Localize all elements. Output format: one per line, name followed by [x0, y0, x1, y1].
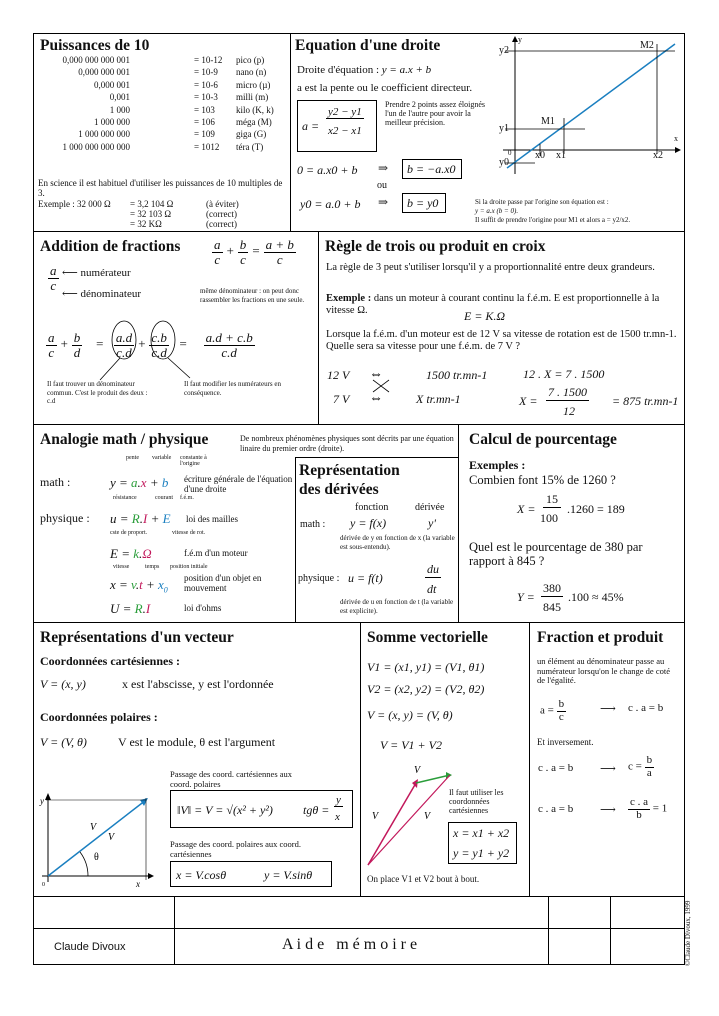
- result-1: b = −a.x0: [407, 162, 456, 176]
- question-2: Quel est le pourcentage de 380 par rapport à 845 ?: [469, 540, 643, 568]
- fraction-numerator: 380: [543, 581, 561, 595]
- polar-equation: V = (V, θ): [40, 735, 87, 749]
- origin-note: y = a.x (b = 0).: [475, 207, 519, 215]
- vector-sum-diagram: [362, 755, 452, 870]
- motor-description: f.é.m d'un moteur: [184, 548, 248, 558]
- section-title: Fraction et produit: [537, 629, 664, 646]
- result-box: [402, 193, 446, 213]
- divider: [295, 457, 296, 622]
- powers-row: [36, 66, 290, 78]
- math-equation: y = a.x + b: [110, 475, 169, 490]
- vector-sum-note: Il faut utiliser les coordonnées cartésiennes: [449, 788, 504, 815]
- or-text: ou: [377, 180, 387, 191]
- polar-title: Coordonnées polaires :: [40, 710, 158, 724]
- example-text: dans un moteur à courant continu la f.é.m. E est proportionnelle à la vitesse Ω.: [326, 293, 660, 316]
- svg-text:θ: θ: [94, 852, 99, 863]
- powers-row: [36, 141, 290, 153]
- result-2: .100 ≈ 45%: [568, 590, 624, 604]
- powers-row: [36, 116, 290, 128]
- powers-prefix: micro (µ): [236, 79, 271, 90]
- vector-sum: V = (x, y) = (V, θ): [367, 708, 453, 722]
- label-pente: pente: [126, 455, 139, 461]
- result-1: .1260 = 189: [567, 502, 625, 516]
- powers-exponent: = 10-6: [194, 79, 218, 90]
- line-graph: [495, 34, 685, 184]
- powers-prefix: téra (T): [236, 141, 264, 152]
- mesh-description: loi des mailles: [186, 514, 238, 524]
- powers-exponent: = 109: [194, 129, 215, 140]
- svg-text:⇔: ⇔: [369, 367, 383, 382]
- math-description: écriture générale de l'équation d'une droite: [184, 474, 293, 494]
- example-value: = 3,2 104 Ω: [130, 199, 174, 209]
- example-tag: (correct): [206, 219, 237, 229]
- inverse-note: Et inversement.: [537, 737, 594, 747]
- motion-equation: $x = v.t + x_0$: [110, 577, 168, 595]
- svg-text:V: V: [424, 811, 431, 822]
- section-title: Puissances de 10: [40, 37, 150, 54]
- fraction-expansion: $\frac{a}{c}$ + $\frac{b}{d}$ = $\frac{a.d}{c.d}$ + $\frac{c.b}{c.d}$ = $\frac{a.d + c.b}{c.d}$: [48, 330, 253, 360]
- physics-label: physique :: [298, 573, 340, 584]
- motion-description: position d'un objet en mouvement: [184, 573, 262, 593]
- cart-to-polar-box: ‖V‖ = V = √(x² + y²) tgθ = y x: [170, 790, 353, 828]
- divider: [360, 622, 361, 896]
- column-function: fonction: [355, 502, 389, 513]
- divider: [33, 622, 685, 623]
- powers-exponent: = 10-9: [194, 67, 218, 78]
- powers-row: [36, 104, 290, 116]
- slope-note: a est la pente ou le coefficient directeur.: [297, 82, 473, 94]
- slope-denominator: x2 − x1: [328, 125, 362, 137]
- mesh-equation: u = R.I + E: [110, 511, 171, 526]
- fraction-numerator: 15: [543, 492, 561, 508]
- physics-note: dérivée de u en fonction de t (la variable est explicite).: [340, 598, 454, 615]
- examples-label: Exemples :: [469, 458, 526, 472]
- tick-x0: x0: [535, 150, 545, 161]
- section-title: Addition de fractions: [40, 238, 181, 255]
- svg-text:V: V: [372, 811, 379, 822]
- y-sum: y = y1 + y2: [453, 846, 510, 860]
- cartesian-equation: V = (x, y): [40, 677, 86, 691]
- tick-x2: x2: [653, 150, 663, 161]
- motor-equation: E = k.Ω: [110, 546, 152, 561]
- powers-decimal: 1 000: [109, 104, 130, 115]
- powers-prefix: giga (G): [236, 129, 267, 140]
- powers-decimal: 0,000 000 001: [78, 67, 130, 78]
- label-resistance: résistance: [113, 495, 137, 501]
- vector-diagram: [36, 790, 156, 890]
- divider: [295, 457, 458, 458]
- math-note: dérivée de y en fonction de x (la variable est sous-entendu).: [340, 534, 455, 551]
- label-time: temps: [145, 564, 160, 570]
- powers-decimal: 0,000 000 000 001: [62, 55, 130, 65]
- powers-prefix: pico (p): [236, 55, 265, 65]
- divider: [458, 424, 459, 622]
- label-proportional: cste de proport.: [110, 530, 148, 536]
- svg-text:y: y: [40, 796, 44, 806]
- powers-prefix: milli (m): [236, 92, 269, 103]
- line-equation: y = a.x + b: [381, 64, 432, 76]
- svg-text:0: 0: [42, 882, 45, 888]
- example-label: Exemple :: [326, 293, 372, 304]
- divider: [318, 231, 319, 424]
- modify-numerator-note: Il faut modifier les numérateurs en conséquence.: [184, 380, 281, 397]
- divider: [33, 424, 685, 425]
- powers-table: [36, 54, 290, 153]
- powers-prefix: kilo (K, k): [236, 104, 274, 115]
- result-2: b = y0: [407, 196, 439, 210]
- fraction-formula: $\frac{a}{c}$ + $\frac{b}{c}$ = $\frac{a + b}{c}$: [214, 237, 294, 267]
- x-sum: x = x1 + x2: [453, 826, 510, 840]
- math-label: math :: [300, 519, 326, 530]
- vector-2: V2 = (x2, y2) = (V2, θ2): [367, 682, 485, 696]
- author-name: Claude Divoux: [54, 941, 126, 953]
- label-fem: f.é.m.: [180, 495, 194, 501]
- y-formula: y = V.sinθ: [264, 868, 313, 882]
- tick-y0: y0: [499, 157, 509, 168]
- powers-prefix: méga (M): [236, 116, 272, 127]
- cartesian-description: x est l'abscisse, y est l'ordonnée: [122, 677, 274, 691]
- result-box: [402, 159, 462, 179]
- x-formula: x = V.cosθ: [176, 868, 227, 882]
- powers-exponent: = 103: [194, 104, 215, 115]
- powers-exponent: = 1012: [194, 141, 220, 152]
- fraction-example-3: $\frac{c . a}{b}$ = 1: [630, 796, 668, 821]
- svg-text:V: V: [108, 832, 115, 843]
- powers-prefix: nano (n): [236, 67, 267, 78]
- ratio-left-2: 7 V: [333, 392, 350, 406]
- divider: [548, 896, 549, 965]
- point-m2: M2: [640, 40, 654, 51]
- ohm-description: loi d'ohms: [184, 603, 222, 613]
- sheet-title: A i d e m é m o i r e: [282, 936, 418, 953]
- divider: [529, 622, 530, 896]
- divider: [33, 896, 685, 897]
- analogy-intro: De nombreux phénomènes physiques sont décrits par une équation linaire du premier ordre (droite).: [240, 434, 454, 453]
- section-title: Equation d'une droite: [295, 37, 441, 54]
- ratio-right-2: X tr.mn-1: [416, 392, 461, 406]
- example-value: = 32 KΩ: [130, 219, 162, 229]
- polar-to-cart-box: [170, 861, 332, 887]
- vector-1: V1 = (x1, y1) = (V1, θ1): [367, 660, 485, 674]
- equation-1: 0 = a.x0 + b: [297, 163, 358, 177]
- eq-label: Droite d'équation :: [297, 64, 380, 76]
- cross-product-arrows: [365, 366, 425, 408]
- powers-decimal: 1 000 000 000 000: [62, 141, 130, 152]
- cross-product: 12 . X = 7 . 1500: [523, 367, 605, 381]
- physics-label: physique :: [40, 511, 90, 525]
- column-derivative: dérivée: [415, 502, 445, 513]
- powers-decimal: 1 000 000: [94, 116, 130, 127]
- fraction-product-intro: un élément au dénominateur passe au numérateur lorsqu'on le change de coté de l'égalité.: [537, 656, 670, 685]
- x-result: = 875 tr.mn-1: [612, 394, 679, 408]
- tick-y1: y1: [499, 123, 509, 134]
- equation-2: y0 = a.0 + b: [300, 197, 361, 211]
- svg-text:x: x: [136, 879, 140, 889]
- divider: [33, 928, 685, 929]
- example-label: Exemple : 32 000 Ω: [38, 199, 111, 209]
- copyright: ©Claude Divoux, 1999: [684, 900, 692, 966]
- section-title: Calcul de pourcentage: [469, 431, 617, 448]
- powers-row: [36, 54, 290, 66]
- svg-text:V: V: [90, 822, 97, 833]
- physics-function: u = f(t): [348, 571, 383, 585]
- ohm-equation: U = R.I: [110, 601, 151, 616]
- label-current: courant: [155, 495, 173, 501]
- slope-formula-box: a = y2 − y1 x2 − x1: [297, 100, 377, 152]
- x-denominator: 12: [563, 404, 575, 418]
- question-1: Combien font 15% de 1260 ?: [469, 473, 616, 487]
- slope-numerator: y2 − y1: [328, 106, 362, 118]
- ratio-right-1: 1500 tr.mn-1: [426, 368, 488, 382]
- label-rotation-speed: vitesse de rot.: [172, 530, 206, 536]
- derivative-denominator: dt: [427, 582, 437, 596]
- point-m1: M1: [541, 116, 555, 127]
- origin-note: Il suffit de prendre l'origine pour M1 et alors a = y2/x2.: [475, 216, 631, 224]
- cartesian-title: Coordonnées cartésiennes :: [40, 654, 180, 668]
- powers-exponent: = 10-12: [194, 55, 223, 65]
- label-initial-position: position initiale: [170, 564, 208, 570]
- divider: [33, 231, 685, 232]
- rule-question: Lorsque la f.é.m. d'un moteur est de 12 V sa vitesse de rotation est de 1500 tr.mn-1. Quelle sera sa vitesse pour une f.é.m. de 7 V ?: [326, 329, 677, 352]
- divider: [174, 896, 175, 965]
- denominator-label: dénominateur: [80, 288, 142, 300]
- fraction-denominator: 100: [540, 511, 558, 525]
- cart-to-polar-title: Passage des coord. cartésiennes aux coord. polaires: [170, 769, 293, 789]
- label-speed: vitesse: [113, 564, 130, 570]
- fraction-denominator: 845: [543, 600, 561, 614]
- example-tag: (à éviter): [206, 199, 239, 209]
- numerator-label: numérateur: [80, 267, 131, 279]
- same-denominator-note: même dénominateur : on peut donc rassembler les fractions en une seule.: [200, 287, 305, 304]
- components-box: [448, 822, 517, 864]
- powers-row: [36, 91, 290, 103]
- math-function: y = f(x): [350, 516, 387, 530]
- section-title: Représentations d'un vecteur: [40, 629, 234, 646]
- svg-text:V: V: [414, 765, 421, 776]
- polar-description: V est le module, θ est l'argument: [118, 735, 276, 749]
- label-constante: constante à l'origine: [180, 455, 207, 467]
- rule-intro: La règle de 3 peut s'utiliser lorsqu'il y a proportionnalité entre deux grandeurs.: [326, 262, 655, 273]
- math-derivative: y': [428, 516, 436, 530]
- label-variable: variable: [152, 455, 172, 461]
- powers-decimal: 0,001: [109, 92, 130, 103]
- tick-zero: 0: [508, 149, 512, 157]
- vector-sum-footer: On place V1 et V2 bout à bout.: [367, 874, 480, 884]
- fraction-example-1: a = $\frac{b}{c}$: [540, 698, 565, 723]
- common-denominator-note: Il faut trouver un dénominateur commun. C'est le produit des deux : c.d: [47, 380, 148, 405]
- powers-decimal: 0,000 001: [94, 79, 130, 90]
- tick-x1: x1: [556, 150, 566, 161]
- powers-exponent: = 10-3: [194, 92, 218, 103]
- proportional-formula: E = K.Ω: [464, 309, 506, 323]
- section-title: Analogie math / physique: [40, 431, 209, 448]
- axis-label-x: x: [674, 134, 678, 143]
- tip-text: Prendre 2 points assez éloignés l'un de l'autre pour avoir la meilleur précision.: [385, 100, 485, 127]
- powers-row: [36, 79, 290, 91]
- origin-note: Si la droite passe par l'origine son équation est :: [475, 198, 609, 206]
- math-label: math :: [40, 475, 71, 489]
- axis-label-y: y: [518, 35, 522, 44]
- example-tag: (correct): [206, 209, 237, 219]
- powers-decimal: 1 000 000 000: [78, 129, 130, 140]
- powers-exponent: = 106: [194, 116, 215, 127]
- svg-text:⇔: ⇔: [369, 391, 383, 406]
- derivative-numerator: du: [427, 562, 439, 576]
- section-title: Règle de trois ou produit en croix: [325, 238, 546, 255]
- tick-y2: y2: [499, 45, 509, 56]
- example-value: = 32 103 Ω: [130, 209, 172, 219]
- polar-to-cart-title: Passage des coord. polaires aux coord. cartésiennes: [170, 839, 302, 859]
- section-title: Somme vectorielle: [367, 629, 488, 646]
- ratio-left-1: 12 V: [327, 368, 350, 382]
- x-numerator: 7 . 1500: [548, 385, 587, 399]
- section-title: Représentation: [299, 462, 400, 479]
- vector-sum-equation: V = V1 + V2: [380, 738, 442, 752]
- powers-note: En science il est habituel d'utiliser les puissances de 10 multiples de 3.: [38, 178, 283, 198]
- divider: [290, 33, 291, 231]
- fraction-example-2: c = $\frac{b}{a}$: [628, 754, 653, 779]
- section-title: des dérivées: [299, 481, 379, 498]
- divider: [610, 896, 611, 965]
- powers-row: [36, 128, 290, 140]
